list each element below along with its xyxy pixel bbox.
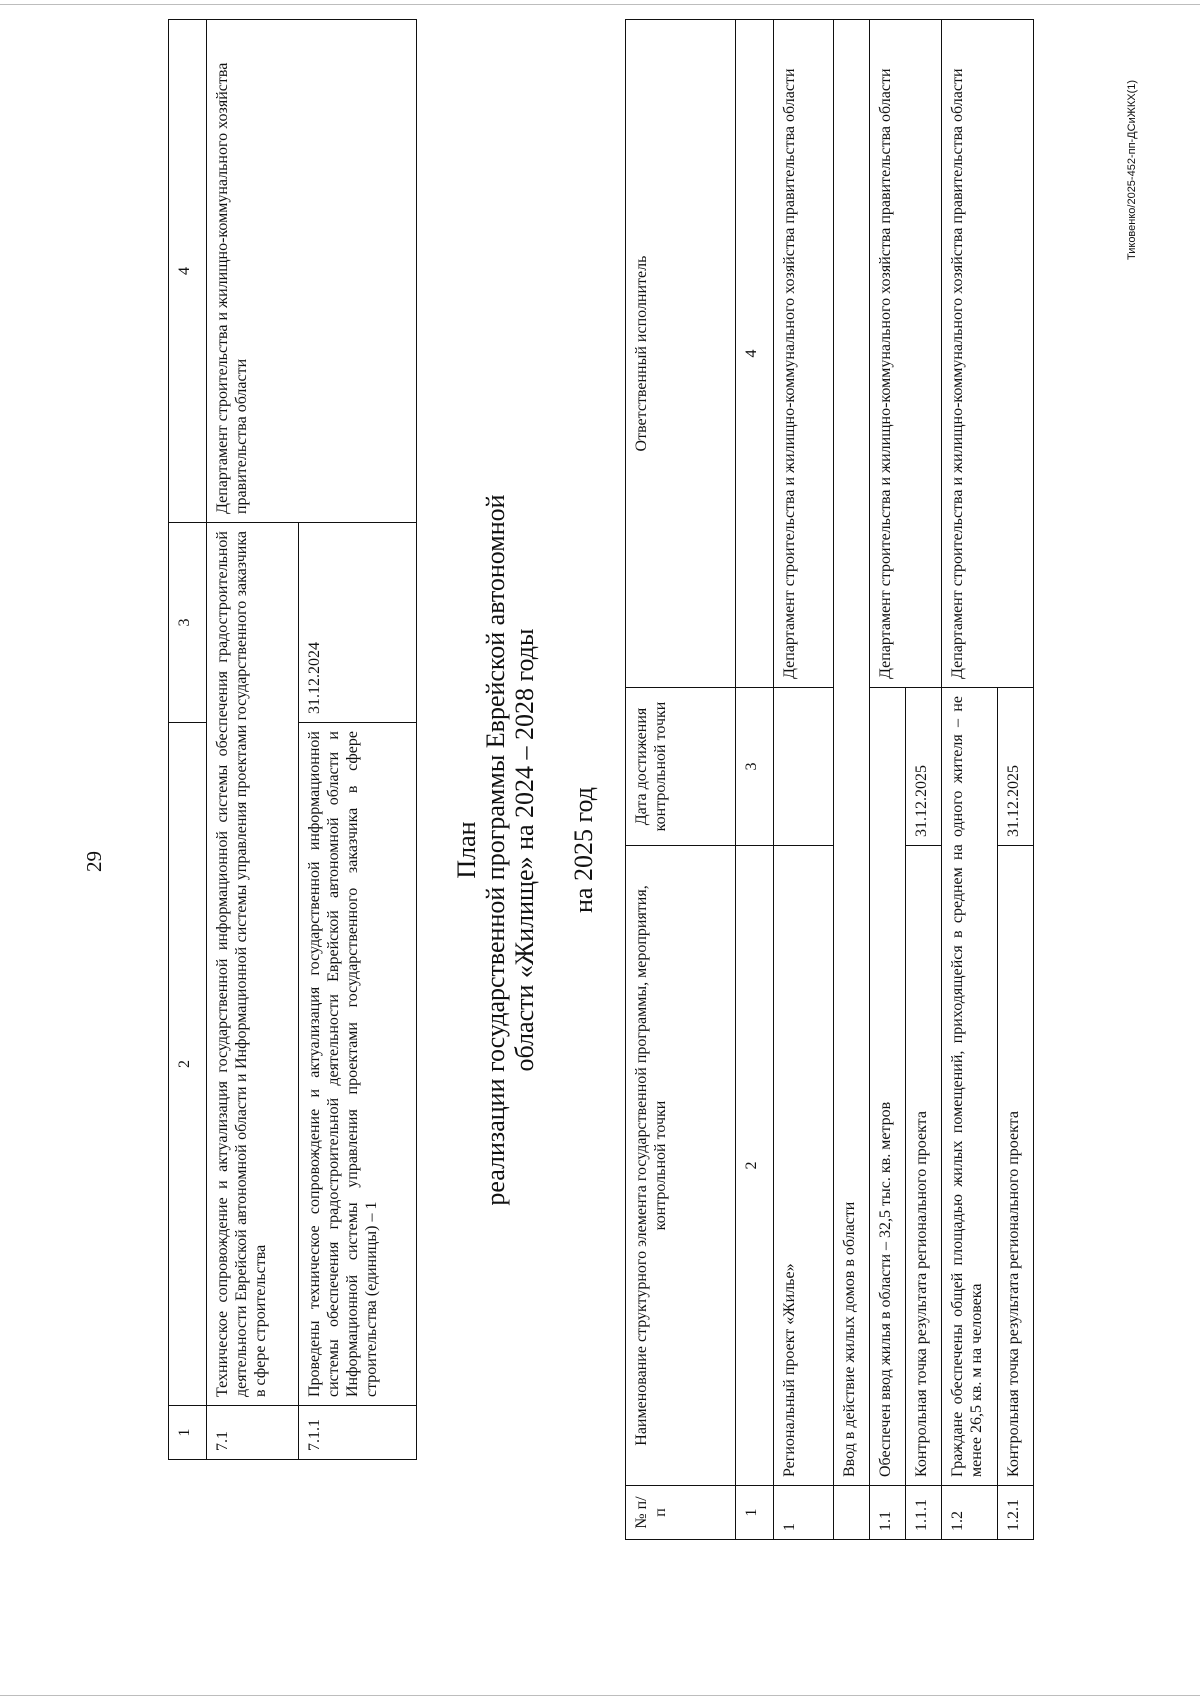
row-executor: Департамент строительства и жилищно-коммунального хозяйства правительства области: [942, 20, 1034, 688]
top-col-1: 1: [169, 1406, 207, 1460]
row-number: [834, 1486, 870, 1540]
row-executor: Департамент строительства и жилищно-коммунального хозяйства правительства области: [774, 20, 834, 688]
row-date: 31.12.2025: [906, 688, 942, 846]
row-number: 1.1: [870, 1486, 906, 1540]
plan-row-1-2: [942, 20, 998, 1540]
plan-subtitle: на 2025 год: [569, 787, 598, 913]
plan-row-1: [774, 20, 834, 1540]
top-table-header-row: [169, 20, 207, 1460]
header-executor: Ответственный исполнитель: [626, 20, 736, 688]
row-text: Проведены техническое сопровождение и актуализация государственной информационной системы обеспечения градостроительной деятельности Еврейской автономной области и Информационной системы управления проектами государственного заказчика в сфере строительства (единицы) – 1: [299, 723, 417, 1406]
row-number: 1.2: [942, 1486, 998, 1540]
top-col-3: 3: [169, 523, 207, 723]
row-date: 31.12.2024: [299, 523, 417, 723]
row-executor: Департамент строительства и жилищно-коммунального хозяйства правительства области: [207, 20, 417, 523]
plan-table-numbers-row: [736, 20, 774, 1540]
row-date: [774, 688, 834, 846]
plan-table-header-row: [626, 20, 736, 1540]
row-number: 1: [774, 1486, 834, 1540]
plan-title-line3: области «Жилище» на 2024 – 2028 годы: [510, 628, 539, 1072]
row-number: 7.1.1: [299, 1406, 417, 1460]
row-number: 1.1.1: [906, 1486, 942, 1540]
row-number: 1.2.1: [998, 1486, 1034, 1540]
row-name: Граждане обеспечены общей площадью жилых помещений, приходящейся в среднем на одного жителя – не менее 26,5 кв. м на человека: [942, 688, 998, 1486]
col-number-3: 3: [736, 688, 774, 846]
plan-title-line1: План: [452, 821, 481, 879]
header-name: Наименование структурного элемента государственной программы, мероприятия, контрольной точки: [626, 846, 736, 1486]
plan-title: [452, 0, 598, 1700]
plan-table: [625, 19, 1034, 1540]
col-number-1: 1: [736, 1486, 774, 1540]
row-name: Контрольная точка результата регионального проекта: [998, 846, 1034, 1486]
top-col-4: 4: [169, 20, 207, 523]
plan-row-section: [834, 20, 870, 1540]
document-footer-code: Тиковенко/2025-452-пп-ДСиЖКХ(1): [1126, 79, 1138, 260]
row-name: Контрольная точка результата регионального проекта: [906, 846, 942, 1486]
plan-title-line2: реализации государственной программы Еврейской автономной: [481, 494, 510, 1206]
top-table: [168, 19, 417, 1460]
page-number: 29: [82, 851, 106, 872]
row-text: Техническое сопровождение и актуализация государственной информационной системы обеспечения градостроительной деятельности Еврейской автономной области и Информационной системы управления проектами государственного заказчика в сфере строительства: [207, 523, 299, 1406]
row-name: Обеспечен ввод жилья в области – 32,5 тыс. кв. метров: [870, 688, 906, 1486]
col-number-4: 4: [736, 20, 774, 688]
header-date: Дата достижения контрольной точки: [626, 688, 736, 846]
header-num: № п/п: [626, 1486, 736, 1540]
col-number-2: 2: [736, 846, 774, 1486]
section-heading: Ввод в действие жилых домов в области: [834, 20, 870, 1486]
row-executor: Департамент строительства и жилищно-коммунального хозяйства правительства области: [870, 20, 942, 688]
top-table-row-7-1: [207, 20, 299, 1460]
row-name: Региональный проект «Жилье»: [774, 846, 834, 1486]
row-number: 7.1: [207, 1406, 299, 1460]
top-col-2: 2: [169, 723, 207, 1406]
row-date: 31.12.2025: [998, 688, 1034, 846]
plan-row-1-1: [870, 20, 906, 1540]
